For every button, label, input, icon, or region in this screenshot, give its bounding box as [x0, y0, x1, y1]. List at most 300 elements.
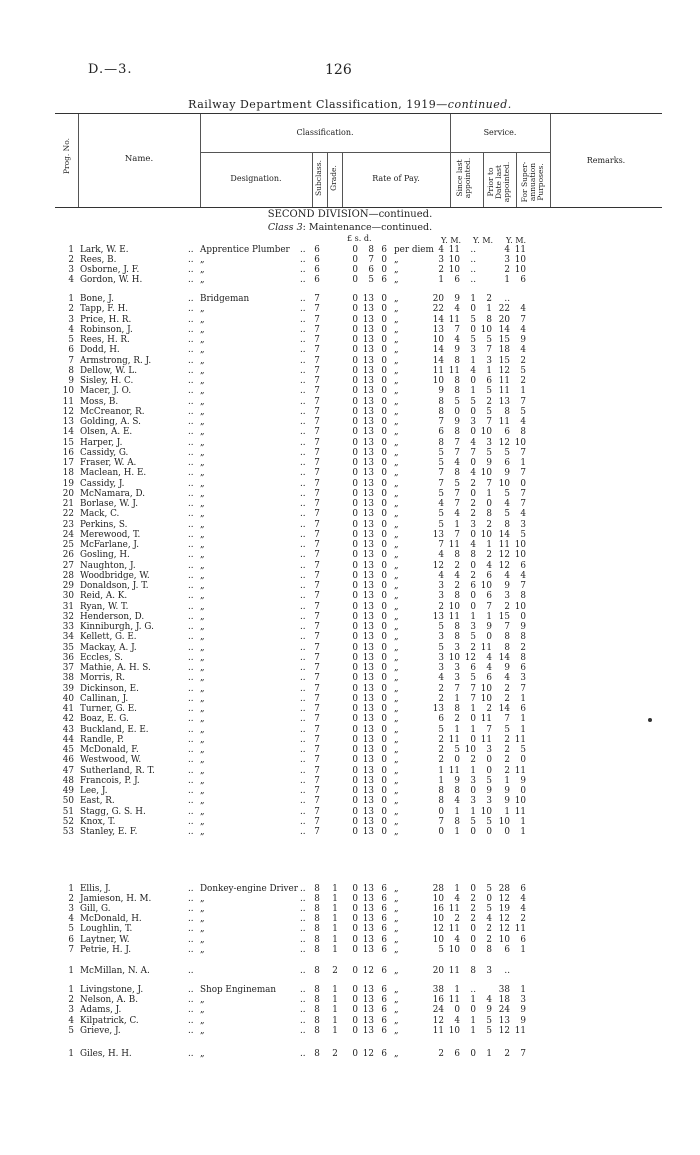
cell-num: 7	[68, 944, 74, 955]
cell-am: 4	[520, 904, 526, 915]
leader-dots: ..	[188, 509, 194, 520]
cell-sy: 3	[438, 591, 444, 602]
cell-py: 0	[470, 734, 476, 745]
cell-py: 4	[470, 365, 476, 376]
cell-des: „	[200, 468, 205, 479]
cell-ay: 3	[504, 254, 510, 265]
cell-per: „	[394, 264, 399, 275]
cell-s: 13	[362, 642, 374, 653]
cell-name: McFarlane, J.	[80, 540, 140, 550]
leader-dots: ..	[300, 786, 306, 796]
cell-des: „	[200, 704, 205, 714]
units-service-1: Y. M.	[441, 236, 462, 245]
cell-num: 30	[62, 591, 74, 602]
cell-grd: 2	[332, 966, 338, 976]
cell-sy: 5	[438, 488, 444, 499]
cell-pm: 11	[480, 642, 492, 653]
cell-l: 0	[352, 1005, 358, 1016]
cell-sy: 9	[438, 386, 444, 397]
cell-ay: 38	[498, 985, 510, 995]
cell-py: 1	[470, 765, 476, 776]
cell-sm: 2	[454, 714, 460, 725]
leader-dots: ..	[300, 693, 306, 704]
cell-per: „	[394, 632, 399, 643]
cell-am: 6	[520, 934, 526, 945]
cell-pm: 5	[486, 884, 492, 894]
cell-d: 0	[381, 437, 387, 448]
cell-s: 13	[362, 447, 374, 458]
leader-dots: ..	[188, 376, 194, 386]
cell-ay: 9	[504, 581, 510, 591]
cell-pm: 10	[480, 581, 492, 591]
cell-py: 4	[470, 540, 476, 550]
cell-sub: 7	[314, 396, 320, 407]
cell-des: „	[200, 386, 205, 397]
cell-am: 4	[520, 417, 526, 427]
cell-py: ..	[470, 264, 476, 275]
cell-py: 2	[470, 914, 476, 925]
cell-sm: 8	[454, 591, 460, 602]
cell-sy: 1	[438, 274, 444, 285]
cell-ay: 9	[504, 468, 510, 479]
cell-s: 13	[362, 816, 374, 827]
cell-d: 6	[381, 1015, 387, 1026]
leader-dots: ..	[300, 601, 306, 612]
cell-per: „	[394, 642, 399, 653]
leader-dots: ..	[300, 264, 306, 275]
leader-dots: ..	[188, 884, 194, 894]
leader-dots: ..	[300, 995, 306, 1006]
cell-am: 9	[520, 335, 526, 345]
cell-des: „	[200, 796, 205, 807]
cell-l: 0	[352, 509, 358, 520]
prior-to-header: Prior to Date last appointed.	[486, 161, 511, 203]
leader-dots: ..	[300, 314, 306, 325]
cell-pm: 2	[486, 934, 492, 945]
cell-sm: 7	[454, 683, 460, 694]
cell-des: „	[200, 304, 205, 315]
cell-am: 1	[520, 816, 526, 827]
cell-py: 0	[470, 560, 476, 571]
cell-sy: 11	[432, 365, 444, 376]
cell-d: 0	[381, 786, 387, 796]
cell-s: 13	[362, 560, 374, 571]
cell-am: 0	[520, 786, 526, 796]
cell-grd: 1	[332, 894, 338, 905]
leader-dots: ..	[300, 944, 306, 955]
cell-d: 0	[381, 254, 387, 265]
cell-num: 40	[62, 693, 74, 704]
cell-py: 8	[470, 550, 476, 561]
cell-py: 5	[470, 396, 476, 407]
cell-name: Lark, W. E.	[80, 245, 129, 255]
cell-ay: 18	[498, 345, 510, 356]
cell-des: „	[200, 673, 205, 684]
cell-am: 7	[520, 1049, 526, 1059]
cell-sy: 7	[438, 816, 444, 827]
cell-ay: 7	[504, 714, 510, 725]
cell-sy: 2	[438, 683, 444, 694]
cell-py: 6	[470, 581, 476, 591]
cell-sy: 5	[438, 642, 444, 653]
cell-py: 1	[470, 294, 476, 304]
cell-am: 10	[514, 601, 526, 612]
cell-d: 0	[381, 663, 387, 673]
cell-pm: 4	[486, 663, 492, 673]
leader-dots: ..	[300, 775, 306, 786]
cell-s: 13	[362, 693, 374, 704]
cell-am: 11	[514, 765, 526, 776]
cell-per: „	[394, 714, 399, 725]
cell-des: Apprentice Plumber	[200, 245, 290, 255]
cell-pm: 9	[486, 622, 492, 632]
cell-ay: 2	[504, 745, 510, 755]
cell-des: „	[200, 591, 205, 602]
leader-dots: ..	[188, 683, 194, 694]
cell-l: 0	[352, 376, 358, 386]
cell-sm: 11	[448, 245, 460, 255]
cell-ay: 2	[504, 755, 510, 766]
cell-des: „	[200, 264, 205, 275]
leader-dots: ..	[188, 765, 194, 776]
cell-des: „	[200, 755, 205, 766]
cell-l: 0	[352, 601, 358, 612]
cell-l: 0	[352, 488, 358, 499]
cell-ay: 6	[504, 458, 510, 468]
leader-dots: ..	[300, 499, 306, 509]
cell-sy: 2	[438, 1049, 444, 1059]
cell-py: 0	[470, 324, 476, 335]
cell-per: „	[394, 622, 399, 632]
cell-py: 0	[470, 406, 476, 417]
leader-dots: ..	[300, 894, 306, 905]
cell-des: „	[200, 652, 205, 663]
cell-l: 0	[352, 734, 358, 745]
cell-sub: 7	[314, 365, 320, 376]
cell-sub: 7	[314, 427, 320, 438]
cell-d: 0	[381, 417, 387, 427]
cell-am: 2	[520, 642, 526, 653]
cell-l: 0	[352, 264, 358, 275]
leader-dots: ..	[300, 884, 306, 894]
cell-sub: 7	[314, 458, 320, 468]
cell-am: 0	[520, 611, 526, 622]
cell-s: 13	[362, 437, 374, 448]
cell-py: ..	[470, 245, 476, 255]
cell-l: 0	[352, 944, 358, 955]
cell-ay: 14	[498, 324, 510, 335]
cell-am: 10	[514, 540, 526, 550]
cell-am: 1	[520, 724, 526, 735]
cell-py: 3	[470, 519, 476, 530]
cell-sub: 7	[314, 570, 320, 581]
cell-l: 0	[352, 765, 358, 776]
cell-sy: 2	[438, 734, 444, 745]
cell-sy: 2	[438, 745, 444, 755]
leader-dots: ..	[188, 924, 194, 935]
cell-sub: 7	[314, 591, 320, 602]
cell-name: Knox, T.	[80, 816, 116, 827]
cell-per: „	[394, 755, 399, 766]
leader-dots: ..	[300, 274, 306, 285]
cell-ay: 14	[498, 704, 510, 714]
cell-l: 0	[352, 499, 358, 509]
cell-grd: 1	[332, 944, 338, 955]
leader-dots: ..	[300, 355, 306, 366]
cell-sub: 7	[314, 673, 320, 684]
leader-dots: ..	[300, 570, 306, 581]
cell-per: per diem	[394, 245, 434, 255]
cell-ay: 4	[504, 673, 510, 684]
cell-l: 0	[352, 632, 358, 643]
cell-sm: 11	[448, 765, 460, 776]
cell-ay: 4	[504, 570, 510, 581]
cell-py: 3	[470, 775, 476, 786]
cell-py: 1	[470, 806, 476, 817]
cell-ay: 18	[498, 995, 510, 1006]
cell-py: ..	[470, 254, 476, 265]
cell-py: 0	[470, 591, 476, 602]
leader-dots: ..	[188, 934, 194, 945]
cell-py: 1	[470, 386, 476, 397]
cell-per: „	[394, 601, 399, 612]
rule	[312, 152, 313, 207]
leader-dots: ..	[300, 376, 306, 386]
cell-s: 13	[362, 611, 374, 622]
cell-sub: 7	[314, 663, 320, 673]
cell-num: 3	[68, 1005, 74, 1016]
cell-num: 49	[62, 786, 74, 796]
cell-pm: 7	[486, 417, 492, 427]
cell-grd: 2	[332, 1049, 338, 1059]
cell-sm: 1	[454, 827, 460, 837]
cell-des: „	[200, 601, 205, 612]
units-service-2: Y. M.	[473, 236, 494, 245]
cell-ay: 10	[498, 816, 510, 827]
cell-ay: 5	[504, 488, 510, 499]
cell-am: 9	[520, 1015, 526, 1026]
cell-ay: 12	[498, 365, 510, 376]
cell-pm: 0	[486, 632, 492, 643]
cell-sub: 7	[314, 734, 320, 745]
leader-dots: ..	[300, 755, 306, 766]
cell-sy: 12	[432, 1015, 444, 1026]
cell-num: 5	[68, 335, 74, 345]
cell-name: Donaldson, J. T.	[80, 581, 149, 591]
cell-sm: 11	[448, 611, 460, 622]
cell-l: 0	[352, 806, 358, 817]
cell-name: Borlase, W. J.	[80, 499, 139, 509]
cell-pm: 1	[486, 540, 492, 550]
cell-num: 27	[62, 560, 74, 571]
cell-per: „	[394, 254, 399, 265]
cell-num: 46	[62, 755, 74, 766]
cell-pm: 11	[480, 734, 492, 745]
cell-per: „	[394, 294, 399, 304]
cell-am: 10	[514, 254, 526, 265]
cell-des: „	[200, 447, 205, 458]
table-row	[0, 945, 700, 956]
cell-grd: 1	[332, 995, 338, 1006]
leader-dots: ..	[300, 1015, 306, 1026]
cell-ay: 8	[504, 406, 510, 417]
cell-l: 0	[352, 335, 358, 345]
cell-py: 2	[470, 755, 476, 766]
cell-grd: 1	[332, 985, 338, 995]
cell-sm: 1	[454, 519, 460, 530]
leader-dots: ..	[188, 294, 194, 304]
cell-name: Rees, B.	[80, 254, 117, 265]
cell-s: 13	[362, 294, 374, 304]
cell-des: „	[200, 355, 205, 366]
cell-s: 13	[362, 488, 374, 499]
cell-l: 0	[352, 417, 358, 427]
cell-sy: 11	[432, 1025, 444, 1036]
cell-per: „	[394, 827, 399, 837]
cell-pm: 1	[486, 488, 492, 499]
cell-sm: 2	[454, 560, 460, 571]
leader-dots: ..	[188, 417, 194, 427]
page-header	[0, 62, 700, 82]
cell-py: 7	[470, 447, 476, 458]
cell-py: 3	[470, 417, 476, 427]
cell-s: 13	[362, 1025, 374, 1036]
leader-dots: ..	[300, 745, 306, 755]
cell-s: 13	[362, 904, 374, 915]
cell-des: „	[200, 324, 205, 335]
cell-ay: 8	[504, 632, 510, 643]
cell-sub: 7	[314, 724, 320, 735]
cell-num: 3	[68, 264, 74, 275]
cell-l: 0	[352, 581, 358, 591]
leader-dots: ..	[188, 622, 194, 632]
cell-sub: 7	[314, 611, 320, 622]
cell-per: „	[394, 704, 399, 714]
cell-am: 2	[520, 355, 526, 366]
cell-name: Naughton, J.	[80, 560, 136, 571]
cell-d: 6	[381, 245, 387, 255]
cell-ay: 15	[498, 611, 510, 622]
cell-num: 1	[68, 1049, 74, 1059]
leader-dots: ..	[188, 1015, 194, 1026]
cell-sm: 10	[448, 1025, 460, 1036]
cell-sm: 1	[454, 693, 460, 704]
cell-pm: 10	[480, 529, 492, 540]
cell-sub: 7	[314, 622, 320, 632]
cell-des: „	[200, 540, 205, 550]
cell-sub: 8	[314, 914, 320, 925]
cell-num: 1	[68, 245, 74, 255]
leader-dots: ..	[300, 1005, 306, 1016]
cell-num: 7	[68, 355, 74, 366]
cell-py: 7	[470, 693, 476, 704]
cell-pm: 0	[486, 765, 492, 776]
cell-sub: 7	[314, 519, 320, 530]
cell-num: 6	[68, 345, 74, 356]
leader-dots: ..	[188, 345, 194, 356]
leader-dots: ..	[188, 437, 194, 448]
cell-pm: 9	[486, 786, 492, 796]
cell-py: 2	[470, 904, 476, 915]
cell-s: 13	[362, 914, 374, 925]
cell-sm: 3	[454, 642, 460, 653]
cell-sm: 10	[448, 652, 460, 663]
cell-sm: 0	[454, 1005, 460, 1016]
cell-s: 13	[362, 499, 374, 509]
cell-ay: 10	[498, 478, 510, 489]
cell-pm: 8	[486, 314, 492, 325]
cell-am: 10	[514, 264, 526, 275]
cell-sub: 7	[314, 324, 320, 335]
name-header: Name.	[124, 154, 154, 164]
cell-am: 2	[520, 376, 526, 386]
table-header	[55, 113, 662, 208]
cell-sy: 14	[432, 314, 444, 325]
cell-num: 12	[62, 406, 74, 417]
cell-s: 13	[362, 468, 374, 479]
cell-l: 0	[352, 673, 358, 684]
leader-dots: ..	[188, 591, 194, 602]
leader-dots: ..	[300, 622, 306, 632]
cell-l: 0	[352, 274, 358, 285]
leader-dots: ..	[188, 693, 194, 704]
cell-am: 4	[520, 509, 526, 520]
cell-per: „	[394, 529, 399, 540]
cell-sub: 7	[314, 417, 320, 427]
cell-l: 0	[352, 924, 358, 935]
cell-sub: 8	[314, 1049, 320, 1059]
cell-name: Rees, H. R.	[80, 335, 130, 345]
cell-des: „	[200, 934, 205, 945]
cell-sy: 7	[438, 417, 444, 427]
grade-header: Grade.	[329, 165, 338, 191]
cell-sm: 7	[454, 488, 460, 499]
cell-d: 6	[381, 894, 387, 905]
cell-pm: 5	[486, 335, 492, 345]
cell-s: 13	[362, 704, 374, 714]
cell-sm: 8	[454, 622, 460, 632]
cell-des: „	[200, 406, 205, 417]
cell-sy: 10	[432, 934, 444, 945]
leader-dots: ..	[300, 591, 306, 602]
cell-s: 13	[362, 745, 374, 755]
cell-name: Harper, J.	[80, 437, 123, 448]
cell-ay: 6	[504, 944, 510, 955]
cell-des: „	[200, 611, 205, 622]
leader-dots: ..	[188, 827, 194, 837]
cell-sub: 7	[314, 314, 320, 325]
cell-py: 12	[464, 652, 476, 663]
cell-name: Sisley, H. C.	[80, 376, 134, 386]
cell-sub: 8	[314, 1005, 320, 1016]
cell-ay: 2	[504, 765, 510, 776]
cell-s: 13	[362, 622, 374, 632]
cell-per: „	[394, 816, 399, 827]
cell-sy: 5	[438, 458, 444, 468]
cell-l: 0	[352, 914, 358, 925]
cell-s: 13	[362, 581, 374, 591]
cell-s: 13	[362, 540, 374, 550]
leader-dots: ..	[300, 966, 306, 976]
cell-l: 0	[352, 1049, 358, 1059]
cell-pm: 9	[486, 458, 492, 468]
page-number: 126	[325, 62, 352, 78]
cell-sm: 7	[454, 499, 460, 509]
cell-des: „	[200, 519, 205, 530]
cell-num: 51	[62, 806, 74, 817]
cell-l: 0	[352, 529, 358, 540]
cell-d: 0	[381, 816, 387, 827]
